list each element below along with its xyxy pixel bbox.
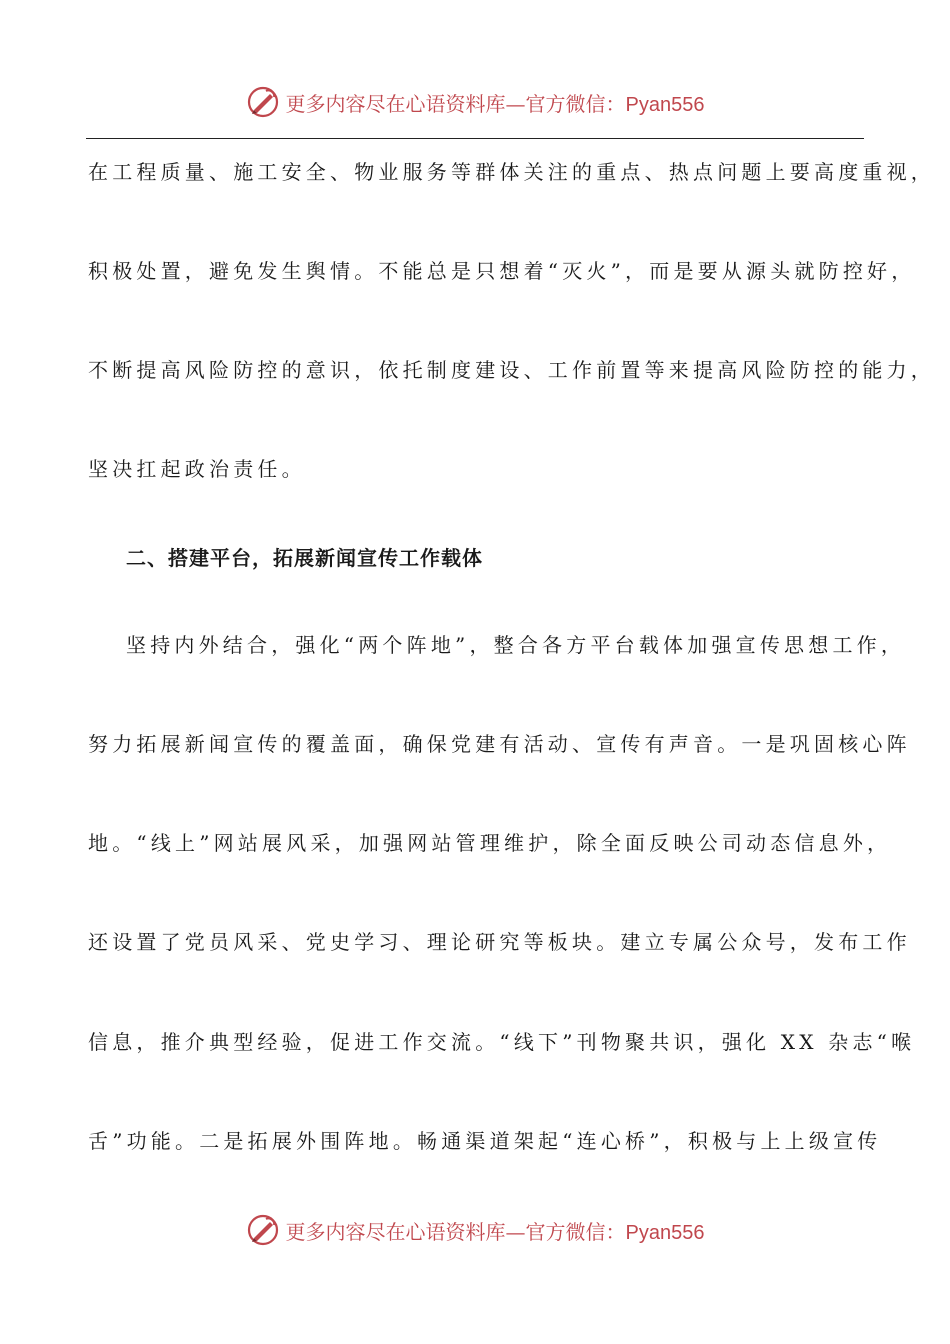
banner-wechat-id: Pyan556: [625, 93, 705, 116]
footer-banner-text: [286, 1216, 705, 1245]
body-line: 在工程质量、施工安全、物业服务等群体关注的重点、热点问题上要高度重视，: [88, 160, 935, 184]
header-divider: [86, 138, 864, 139]
body-line: 积极处置，避免发生舆情。不能总是只想着“灭火”，而是要从源头就防控好，: [88, 259, 916, 283]
banner-slogan: 更多内容尽在心语资料库—官方微信：: [285, 1219, 626, 1244]
body-line: 坚持内外结合，强化“两个阵地”，整合各方平台载体加强宣传思想工作，: [126, 633, 906, 657]
body-line: 还设置了党员风采、党史学习、理论研究等板块。建立专属公众号，发布工作: [88, 930, 911, 954]
body-line: 信息，推介典型经验，促进工作交流。“线下”刊物聚共识，强化 XX 杂志“喉: [88, 1030, 916, 1054]
pen-logo-icon: [246, 1213, 280, 1247]
banner-wechat-id: Pyan556: [625, 1221, 705, 1244]
body-line: 地。“线上”网站展风采，加强网站管理维护，除全面反映公司动态信息外，: [88, 831, 892, 855]
header-banner-text: [286, 88, 705, 117]
body-line: 舌”功能。二是拓展外围阵地。畅通渠道架起“连心桥”，积极与上上级宣传: [88, 1129, 882, 1153]
body-line: 不断提高风险防控的意识，依托制度建设、工作前置等来提高风险防控的能力，: [88, 358, 935, 382]
banner-slogan: 更多内容尽在心语资料库—官方微信：: [285, 91, 626, 116]
body-line: 坚决扛起政治责任。: [88, 457, 306, 481]
header-banner: [0, 82, 950, 122]
footer-banner: [0, 1210, 950, 1250]
pen-logo-icon: [246, 85, 280, 119]
body-line: 努力拓展新闻宣传的覆盖面，确保党建有活动、宣传有声音。一是巩固核心阵: [88, 732, 911, 756]
section-heading: 二、搭建平台，拓展新闻宣传工作载体: [126, 546, 483, 570]
